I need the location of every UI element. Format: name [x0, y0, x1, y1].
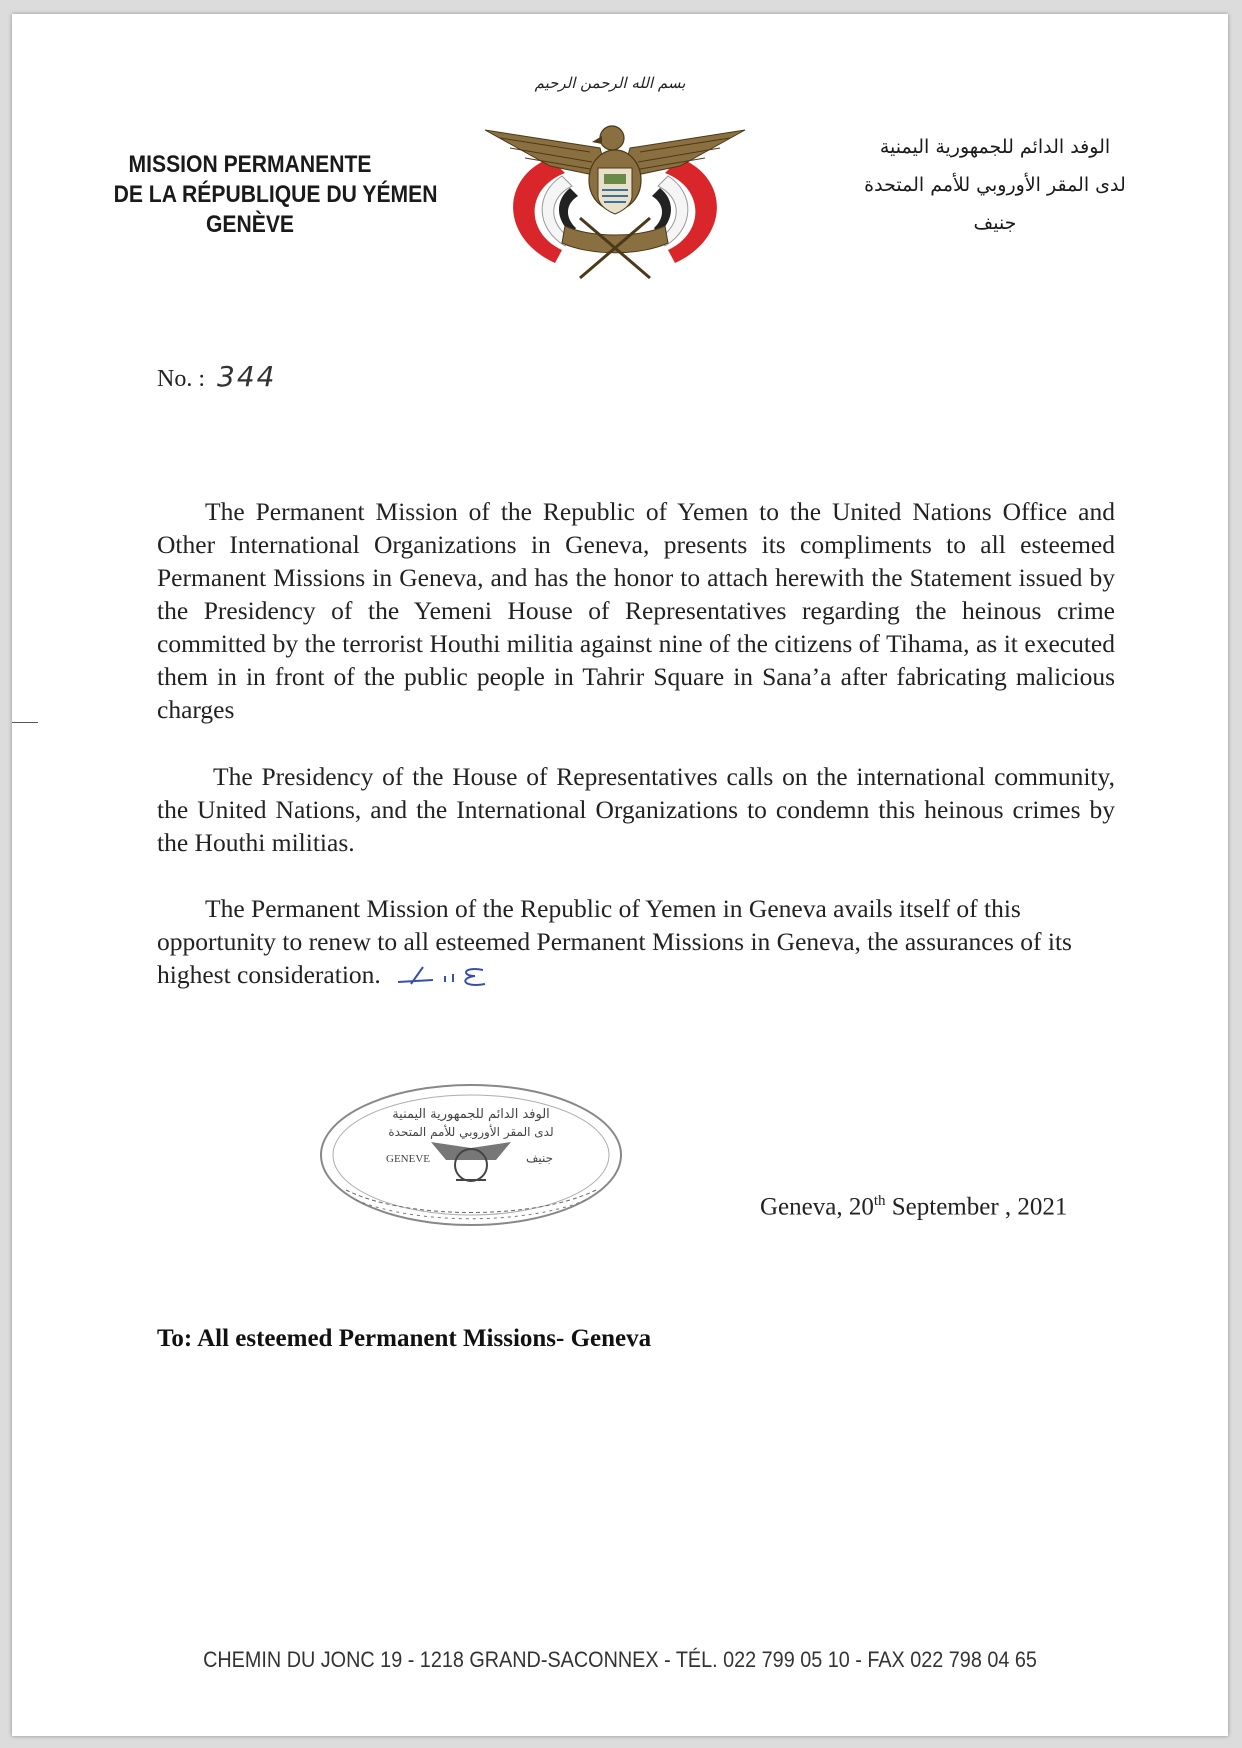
- closing-text: The Permanent Mission of the Republic of Yemen in Geneva avails itself of this opportunity to renew to all esteemed Permanent Missions in Geneva, the assurances of its highest consideration.: [157, 894, 1072, 989]
- bismillah-calligraphy: بسم الله الرحمن الرحيم: [534, 74, 686, 92]
- addressee: To: All esteemed Permanent Missions- Geneva: [157, 1325, 652, 1352]
- date-prefix: Geneva, 20: [760, 1193, 874, 1221]
- body-paragraph-3: [157, 892, 1097, 992]
- reference-number: [157, 360, 276, 393]
- footer-address: CHEMIN DU JONC 19 - 1218 GRAND-SACONNEX - TÉL. 022 799 05 10 - FAX 022 798 04 65: [203, 1647, 1037, 1672]
- stamp-emblem-icon: [431, 1142, 511, 1181]
- margin-mark: [12, 722, 38, 723]
- arabic-line-3: جنيف: [973, 212, 1017, 234]
- arabic-line-1: الوفد الدائم للجمهورية اليمنية: [879, 136, 1111, 158]
- initials-signature: [393, 962, 493, 992]
- date-rest: September , 2021: [885, 1193, 1068, 1221]
- arabic-letterhead: [830, 128, 1160, 242]
- stamp-arabic-1: الوفد الدائم للجمهورية اليمنية: [392, 1107, 550, 1122]
- french-letterhead: [113, 150, 438, 240]
- reference-label: No. :: [157, 366, 205, 392]
- stamp-jneef: جنيف: [526, 1151, 554, 1165]
- body-paragraph-2: The Presidency of the House of Representatives calls on the international community, the United Nations, and the International Organizations to condemn this heinous crimes by the Houthi militias.: [157, 762, 1115, 857]
- body-paragraph-1: The Permanent Mission of the Republic of Yemen to the United Nations Office and Other International Organizations in Geneva, presents its compliments to all esteemed Permanent Missions in Geneva, and has the honor to attach herewith the Statement issued by the Presidency of the Yemeni House of Representatives regarding the heinous crime committed by the terrorist Houthi militia against nine of the citizens of Tihama, as it executed them in in front of the public people in Tahrir Square in Sana’a after fabricating malicious charges: [157, 497, 1115, 724]
- letterhead-line-1: MISSION PERMANENTE: [128, 151, 372, 178]
- arabic-line-2: لدى المقر الأوروبي للأمم المتحدة: [864, 174, 1126, 196]
- reference-value: 344: [217, 360, 277, 393]
- letter-date: [760, 1193, 1067, 1221]
- yemen-emblem-icon: [480, 118, 750, 288]
- stamp-arabic-2: لدى المقر الأوروبي للأمم المتحدة: [388, 1125, 554, 1139]
- letterhead-line-3: GENÈVE: [205, 211, 295, 238]
- letterhead-line-2: DE LA RÉPUBLIQUE DU YÉMEN: [113, 181, 438, 208]
- official-stamp: [316, 1080, 626, 1230]
- stamp-geneve: GENEVE: [386, 1153, 430, 1165]
- date-suffix: th: [873, 1193, 886, 1209]
